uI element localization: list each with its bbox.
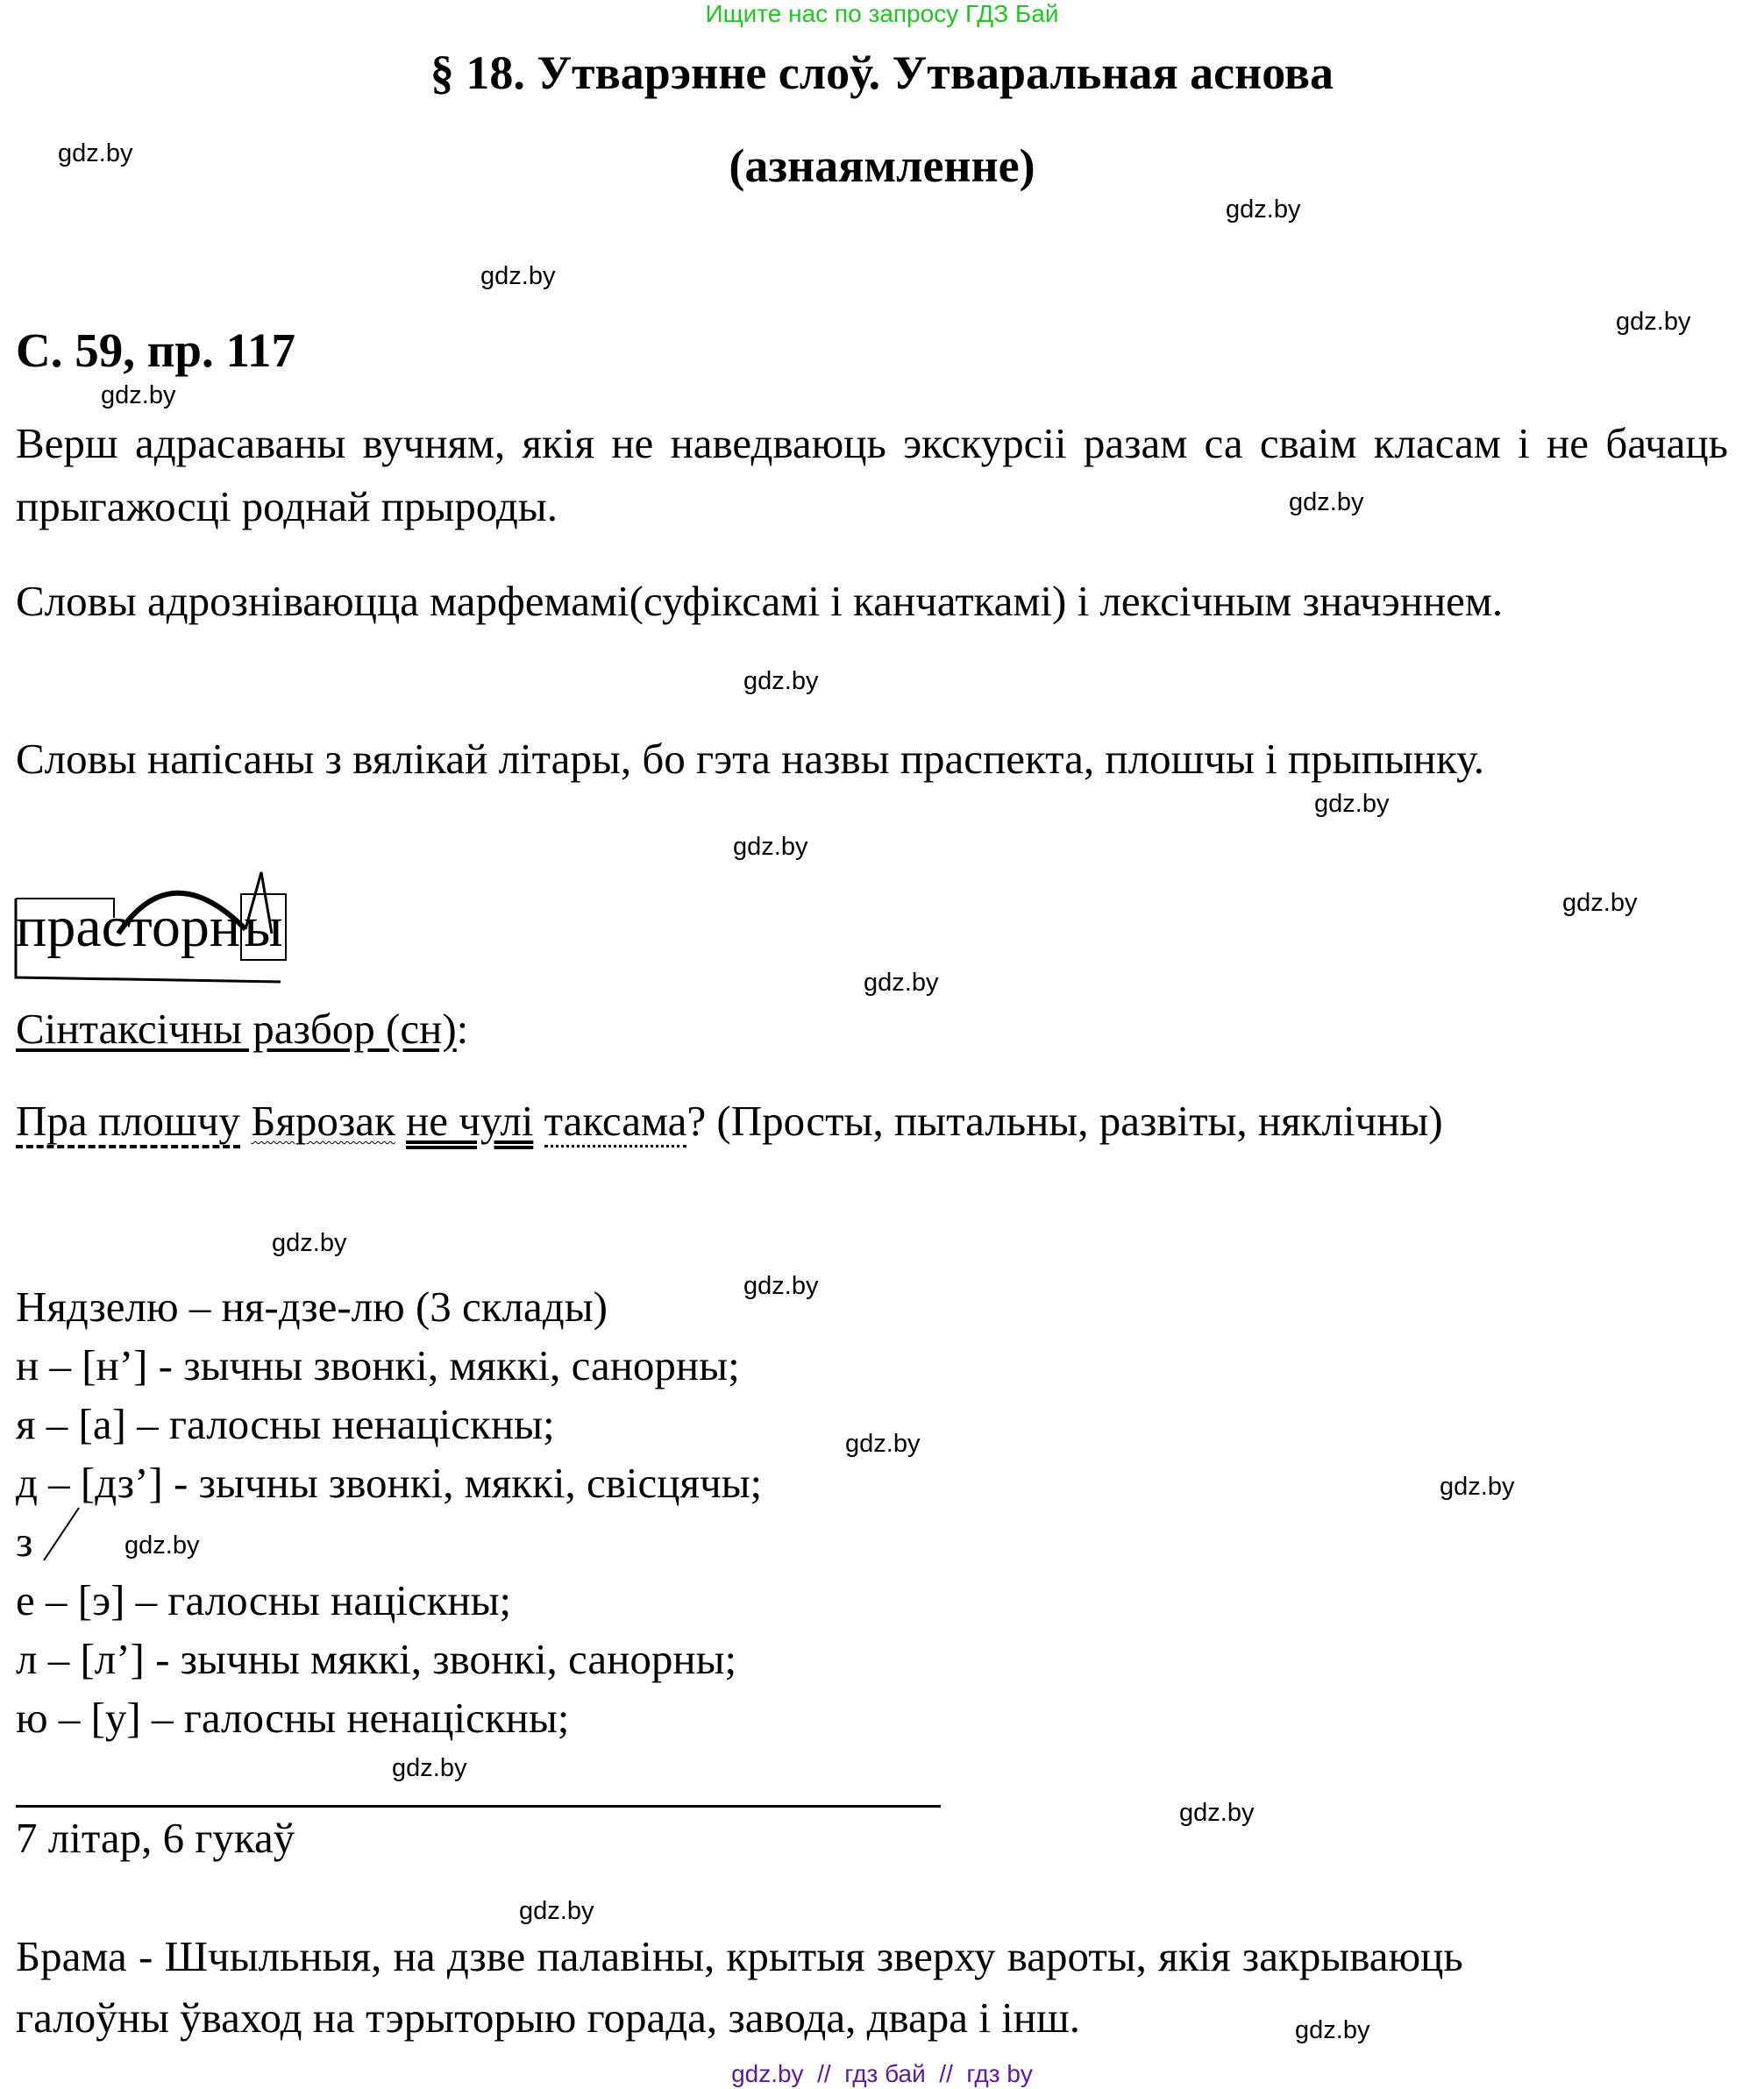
section-subtitle: (азнаямленне) xyxy=(729,139,1035,192)
watermark: gdz.by xyxy=(519,1897,594,1925)
watermark: gdz.by xyxy=(1226,195,1301,224)
adverbial-word: таксама xyxy=(544,1097,687,1148)
watermark: gdz.by xyxy=(124,1531,200,1560)
syntax-heading: Сінтаксічны разбор (сн): xyxy=(16,1005,469,1053)
analyzed-sentence: Пра плошчу Бярозак не чулі таксама? (Просты, пытальны, развіты, няклічны) xyxy=(16,1096,1443,1146)
answer-paragraph-1: Верш адрасаваны вучням, якія не наведваюць экскурсіі разам са сваім класам і не бачаць прыгажосці роднай прыроды. xyxy=(16,419,1728,530)
phonetic-line: д – [дз’] - зычны звонкі, мяккі, свісцячы; xyxy=(16,1459,763,1507)
predicate-phrase: не чулі xyxy=(406,1097,534,1145)
phonetic-line: л – [л’] - зычны мяккі, звонкі, санорны; xyxy=(16,1635,737,1683)
watermark: gdz.by xyxy=(864,969,939,997)
watermark: gdz.by xyxy=(272,1229,347,1257)
watermark: gdz.by xyxy=(1314,790,1390,818)
morpheme-marks xyxy=(9,863,333,995)
watermark: gdz.by xyxy=(101,381,176,409)
section-title: § 18. Утварэнне слоў. Утваральная аснова xyxy=(430,46,1334,99)
answer-paragraph-2: Словы адрозніваюцца марфемамі(суфіксамі і канчаткамі) і лексічным значэннем. xyxy=(16,577,1504,625)
word-stem: прасторн xyxy=(16,895,241,959)
watermark: gdz.by xyxy=(1440,1473,1515,1501)
slash-mark xyxy=(39,1503,83,1565)
watermark: gdz.by xyxy=(480,262,556,290)
suffix-mark xyxy=(245,872,272,934)
attribute-word: Бярозак xyxy=(251,1097,395,1145)
watermark: gdz.by xyxy=(1289,488,1364,516)
watermark: gdz.by xyxy=(58,139,133,167)
watermark: gdz.by xyxy=(845,1430,921,1458)
phonetic-heading: Нядзелю – ня-дзе-лю (3 склады) xyxy=(16,1283,608,1331)
phonetic-line: я – [а] – галосны ненацiскны; xyxy=(16,1400,555,1448)
root-arc xyxy=(118,893,245,934)
watermark: gdz.by xyxy=(743,1272,819,1300)
watermark: gdz.by xyxy=(1562,889,1638,917)
answer-paragraph-3: Словы напісаны з вялікай літары, бо гэта назвы праспекта, плошчы і прыпынку. xyxy=(16,735,1484,783)
letter-sound-count: 7 літар, 6 гукаў xyxy=(16,1814,295,1862)
definition-line: Брама - Шчыльныя, на дзве палавіны, крытыя зверху вароты, якія закрываюць xyxy=(16,1932,1463,1980)
footer-links[interactable]: gdz.by // гдз бай // гдз by xyxy=(731,2060,1033,2087)
definition-line: галоўны ўваход на тэрыторыю горада, завода, двара і інш. xyxy=(16,1993,1080,2042)
exercise-heading: С. 59, пр. 117 xyxy=(16,323,295,377)
watermark: gdz.by xyxy=(1295,2016,1370,2044)
watermark: gdz.by xyxy=(733,833,808,861)
adverbial-phrase: Пра плошчу xyxy=(16,1097,240,1148)
phonetic-line: з xyxy=(16,1517,33,1566)
phonetic-line: н – [н’] - зычны звонкі, мяккі, санорны; xyxy=(16,1341,740,1389)
watermark: gdz.by xyxy=(392,1754,467,1782)
search-hint-link[interactable]: Ищите нас по запросу ГДЗ Бай xyxy=(705,0,1059,27)
word-ending: ы xyxy=(240,893,286,961)
watermark: gdz.by xyxy=(1179,1799,1255,1827)
watermark: gdz.by xyxy=(1616,308,1691,336)
divider xyxy=(16,1805,941,1808)
watermark: gdz.by xyxy=(743,667,819,695)
phonetic-line: ю – [у] – галосны ненацiскны; xyxy=(16,1694,570,1742)
phonetic-line: е – [э] – галосны націскны; xyxy=(16,1576,512,1624)
